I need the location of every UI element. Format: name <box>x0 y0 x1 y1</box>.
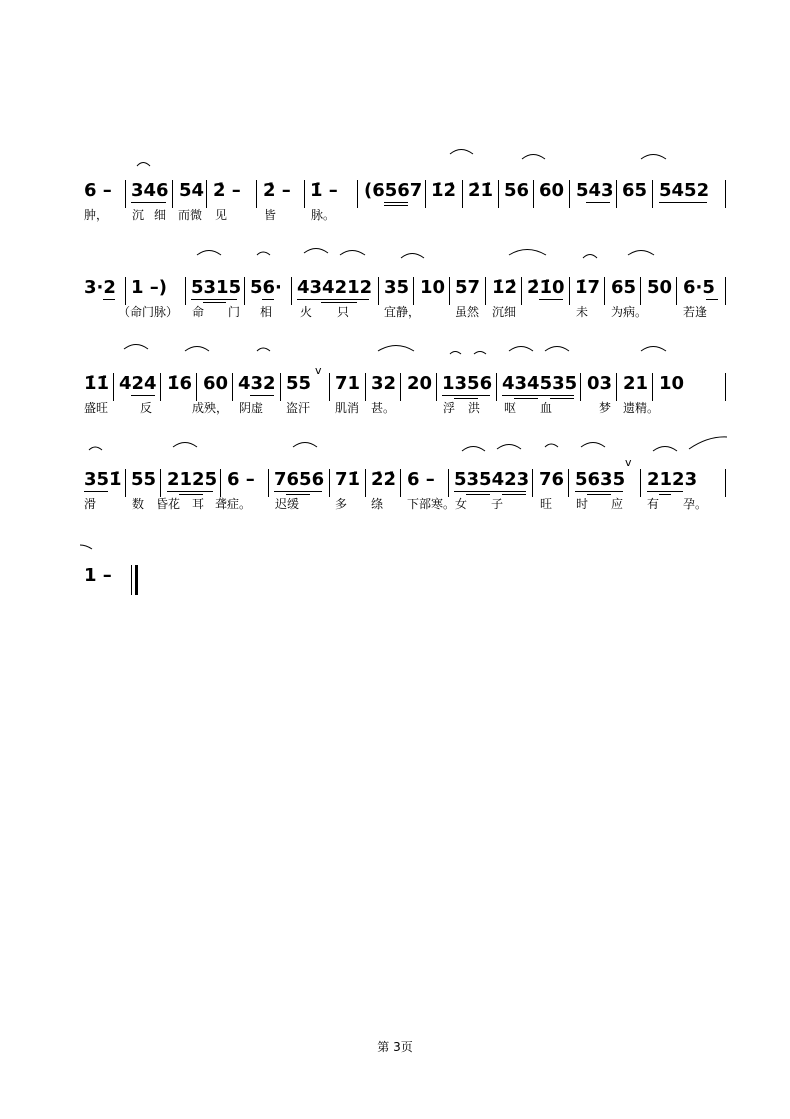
underline <box>539 299 563 300</box>
page-number: 第 3页 <box>377 1040 413 1054</box>
underline <box>250 395 274 396</box>
barline <box>725 277 726 305</box>
lyric: 盗汗 <box>286 401 311 415</box>
barline <box>652 373 653 401</box>
lyric: 应 <box>611 497 624 511</box>
measure-2-4: 56· <box>250 277 282 298</box>
lyric: 耳 <box>192 497 205 511</box>
underline <box>286 494 310 495</box>
underline <box>442 395 490 396</box>
final-barline-thin <box>131 565 132 595</box>
slur-marks <box>0 539 790 565</box>
slur-marks <box>0 247 790 277</box>
underline <box>131 395 155 396</box>
barline <box>206 180 207 208</box>
measure-4-2: 55 <box>131 469 157 490</box>
lyric: 孕。 <box>683 497 708 511</box>
lyric: 绦 <box>371 497 384 511</box>
lyric: 阴虚 <box>239 401 264 415</box>
lyric: 宜静， <box>384 305 421 319</box>
barline <box>521 277 522 305</box>
barline <box>125 277 126 305</box>
barline <box>448 469 449 497</box>
lyric: 沉细 <box>492 305 517 319</box>
measure-1-8: 1̇2̇ <box>431 180 457 201</box>
measure-4-3: 2125 <box>167 469 218 490</box>
measure-4-10: 76 <box>539 469 565 490</box>
measure-3-1: 1̇1̇ <box>84 373 110 394</box>
lyric: 为病。 <box>611 305 648 319</box>
measure-1-1: 6 – <box>84 180 112 201</box>
underline <box>550 398 574 399</box>
barline <box>580 373 581 401</box>
barline <box>569 277 570 305</box>
lyric: 女 <box>455 497 468 511</box>
lyric: 未 <box>576 305 589 319</box>
underline <box>274 491 322 492</box>
measure-1-12: 543 <box>576 180 614 201</box>
lyric: 虽然 <box>455 305 480 319</box>
barline <box>604 277 605 305</box>
barline <box>280 373 281 401</box>
barline <box>113 373 114 401</box>
lyric: 呕 <box>504 401 517 415</box>
measure-4-8: 6 – <box>407 469 435 490</box>
lyric: 有 <box>647 497 660 511</box>
barline <box>485 277 486 305</box>
lyric: 反 <box>140 401 153 415</box>
barline <box>616 373 617 401</box>
lyric: 肌消 <box>335 401 360 415</box>
barline <box>125 469 126 497</box>
barline <box>160 373 161 401</box>
underline <box>384 202 408 203</box>
lyric: （命门脉） <box>118 305 179 319</box>
underline <box>454 398 478 399</box>
measure-4-5: 7656 <box>274 469 325 490</box>
measure-3-11: 434535 <box>502 373 578 394</box>
underline <box>586 202 610 203</box>
measure-1-6: 1̇ – <box>310 180 338 201</box>
underline <box>131 202 166 203</box>
underline <box>262 299 274 300</box>
barline <box>496 373 497 401</box>
underline <box>706 299 718 300</box>
breath-mark: v <box>625 456 632 469</box>
lyric: 脉。 <box>311 208 336 222</box>
lyric: 血 <box>540 401 553 415</box>
lyric: 而微 <box>178 208 203 222</box>
measure-3-3: 1̇6 <box>167 373 193 394</box>
measure-2-13: 50 <box>647 277 673 298</box>
barline <box>357 180 358 208</box>
lyric: 若逢 <box>683 305 708 319</box>
underline <box>191 299 237 300</box>
measure-2-12: 65 <box>611 277 637 298</box>
measure-2-8: 57 <box>455 277 481 298</box>
barline <box>498 180 499 208</box>
barline <box>329 373 330 401</box>
measure-2-7: 10 <box>420 277 446 298</box>
measure-1-14: 5452 <box>659 180 710 201</box>
underline <box>659 202 707 203</box>
lyric: 肿， <box>84 208 109 222</box>
underline <box>84 491 108 492</box>
barline <box>329 469 330 497</box>
lyric: 旺 <box>540 497 553 511</box>
barline <box>244 277 245 305</box>
lyric: 火 <box>300 305 313 319</box>
barline <box>185 277 186 305</box>
barline <box>436 373 437 401</box>
underline <box>514 398 538 399</box>
measure-1-5: 2̇ – <box>263 180 291 201</box>
barline <box>304 180 305 208</box>
barline <box>569 180 570 208</box>
lyric: 迟缓 <box>275 497 300 511</box>
measure-2-6: 35 <box>384 277 410 298</box>
barline <box>400 373 401 401</box>
measure-2-1: 3·2 <box>84 277 116 298</box>
underline <box>179 494 203 495</box>
underline <box>502 494 526 495</box>
lyric: 皆 <box>264 208 277 222</box>
barline <box>533 180 534 208</box>
measure-1-4: 2̇ – <box>213 180 241 201</box>
lyric: 浮 <box>443 401 456 415</box>
underline <box>454 491 526 492</box>
slur-marks <box>0 343 790 373</box>
measure-1-7: (6567 <box>364 180 423 201</box>
measure-5-1: 1 – <box>84 565 112 586</box>
lyric: 洪 <box>468 401 481 415</box>
measure-1-11: 60 <box>539 180 565 201</box>
lyric: 时 <box>576 497 589 511</box>
barline <box>172 180 173 208</box>
barline <box>256 180 257 208</box>
underline <box>502 395 574 396</box>
measure-4-7: 2̇2̇ <box>371 469 397 490</box>
barline <box>196 373 197 401</box>
underline <box>575 491 623 492</box>
measure-3-10: 1356 <box>442 373 493 394</box>
lyric: 命 <box>192 305 205 319</box>
barline <box>268 469 269 497</box>
measure-1-3: 54 <box>179 180 205 201</box>
measure-4-11: 5635 <box>575 469 626 490</box>
barline <box>462 180 463 208</box>
measure-3-9: 20 <box>407 373 433 394</box>
barline <box>125 180 126 208</box>
barline <box>291 277 292 305</box>
barline <box>232 373 233 401</box>
measure-3-5: 432 <box>238 373 276 394</box>
barline <box>365 469 366 497</box>
measure-1-13: 65 <box>622 180 648 201</box>
lyric: 下部 <box>407 497 432 511</box>
barline <box>640 469 641 497</box>
breath-mark: v <box>315 364 322 377</box>
underline <box>203 302 226 303</box>
measure-2-14: 6·5 <box>683 277 715 298</box>
measure-3-7: 71 <box>335 373 361 394</box>
barline <box>400 469 401 497</box>
barline <box>378 277 379 305</box>
lyric: 甚。 <box>371 401 396 415</box>
lyric: 昏花 <box>156 497 181 511</box>
barline <box>616 180 617 208</box>
measure-3-4: 60 <box>203 373 229 394</box>
lyric: 寒。 <box>431 497 456 511</box>
measure-2-5: 434212 <box>297 277 373 298</box>
measure-1-10: 56 <box>504 180 530 201</box>
final-barline-thick <box>135 565 138 595</box>
barline <box>676 277 677 305</box>
lyric: 见 <box>215 208 228 222</box>
barline <box>160 469 161 497</box>
lyric: 数 <box>132 497 145 511</box>
barline <box>365 373 366 401</box>
underline <box>647 491 683 492</box>
measure-1-2: 346 <box>131 180 169 201</box>
barline <box>725 373 726 401</box>
barline <box>413 277 414 305</box>
lyric: 相 <box>260 305 273 319</box>
underline <box>167 491 213 492</box>
measure-3-12: 03 <box>587 373 613 394</box>
lyric: 症。 <box>227 497 252 511</box>
measure-4-6: 71̇ <box>335 469 361 490</box>
measure-4-4: 6 – <box>227 469 255 490</box>
slur-marks <box>0 435 790 469</box>
barline <box>220 469 221 497</box>
lyric: 多 <box>335 497 348 511</box>
measure-4-9: 535423 <box>454 469 530 490</box>
lyric: 细 <box>154 208 167 222</box>
lyric: 沉 <box>132 208 145 222</box>
barline <box>532 469 533 497</box>
barline <box>725 180 726 208</box>
lyric: 成殃， <box>192 401 229 415</box>
barline <box>652 180 653 208</box>
measure-2-11: 1̇7 <box>575 277 601 298</box>
lyric: 只 <box>337 305 350 319</box>
measure-4-1: 351̇ <box>84 469 122 490</box>
underline <box>659 494 671 495</box>
measure-3-6: 55 <box>286 373 312 394</box>
underline <box>297 299 369 300</box>
measure-4-12: 2123 <box>647 469 698 490</box>
lyric: 门 <box>228 305 241 319</box>
barline <box>425 180 426 208</box>
underline <box>321 302 357 303</box>
underline <box>384 205 408 206</box>
measure-2-9: 1̇2̇ <box>492 277 518 298</box>
lyric: 聋 <box>215 497 228 511</box>
lyric: 盛旺 <box>84 401 109 415</box>
lyric: 梦 <box>599 401 612 415</box>
barline <box>449 277 450 305</box>
underline <box>466 494 490 495</box>
measure-2-2: 1 –) <box>131 277 168 298</box>
measure-3-14: 10 <box>659 373 685 394</box>
underline <box>587 494 611 495</box>
lyric: 子 <box>491 497 504 511</box>
measure-2-10: 2̇1̇0 <box>527 277 565 298</box>
measure-3-13: 21 <box>623 373 649 394</box>
underline <box>103 299 115 300</box>
lyric: 滑 <box>84 497 97 511</box>
barline <box>568 469 569 497</box>
barline <box>725 469 726 497</box>
measure-2-3: 5315 <box>191 277 242 298</box>
measure-1-9: 2̇1̇ <box>468 180 494 201</box>
barline <box>640 277 641 305</box>
measure-3-2: 424 <box>119 373 157 394</box>
lyric: 遗精。 <box>623 401 660 415</box>
measure-3-8: 32 <box>371 373 397 394</box>
slur-marks <box>0 146 790 176</box>
